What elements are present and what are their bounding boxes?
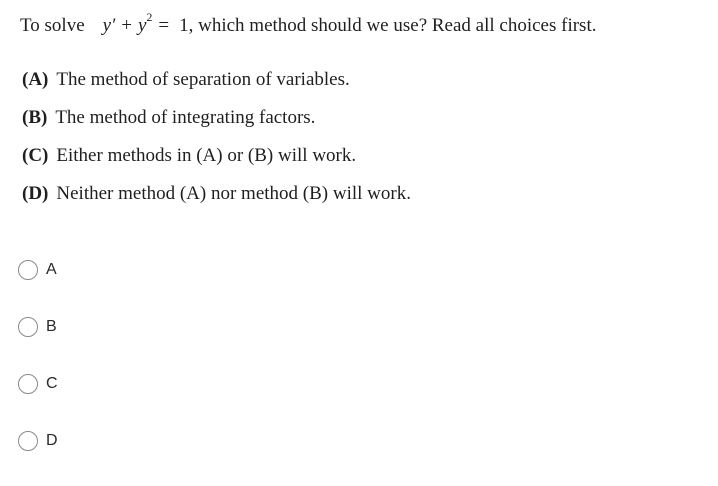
choice-letter: (C) (22, 145, 49, 166)
equation (102, 9, 175, 36)
answer-label-c[interactable]: C (46, 375, 58, 392)
choice-letter: (D) (22, 183, 49, 204)
choice-c (22, 144, 411, 182)
choice-letter: (B) (22, 107, 48, 128)
choice-text: The method of integrating factors. (55, 107, 316, 128)
choice-d (22, 182, 411, 220)
equation-y-prime: y′ (102, 15, 116, 36)
equation-plus: + (121, 15, 132, 36)
prompt-prefix: To solve (20, 15, 85, 36)
radio-button-a[interactable] (18, 260, 38, 280)
equation-y: y (137, 15, 147, 36)
choice-a (22, 68, 411, 106)
equation-equals: = (158, 15, 170, 36)
radio-button-d[interactable] (18, 431, 38, 451)
equation-exponent: 2 (146, 9, 153, 24)
radio-button-c[interactable] (18, 374, 38, 394)
choice-b (22, 106, 411, 144)
answer-label-d[interactable]: D (46, 432, 58, 449)
answer-options (18, 258, 58, 486)
answer-label-b[interactable]: B (46, 318, 57, 335)
choice-text: Either methods in (A) or (B) will work. (56, 145, 357, 166)
answer-label-a[interactable]: A (46, 261, 57, 278)
choice-text: Neither method (A) nor method (B) will work. (56, 183, 411, 204)
question-prompt (20, 9, 597, 38)
choice-text: The method of separation of variables. (56, 69, 350, 90)
answer-option-b[interactable] (18, 315, 58, 339)
answer-option-d[interactable] (18, 429, 58, 453)
radio-button-b[interactable] (18, 317, 38, 337)
answer-option-a[interactable] (18, 258, 58, 282)
choice-list (22, 68, 411, 220)
prompt-suffix: 1, which method should we use? Read all choices first. (179, 15, 597, 36)
choice-letter: (A) (22, 69, 49, 90)
answer-option-c[interactable] (18, 372, 58, 396)
